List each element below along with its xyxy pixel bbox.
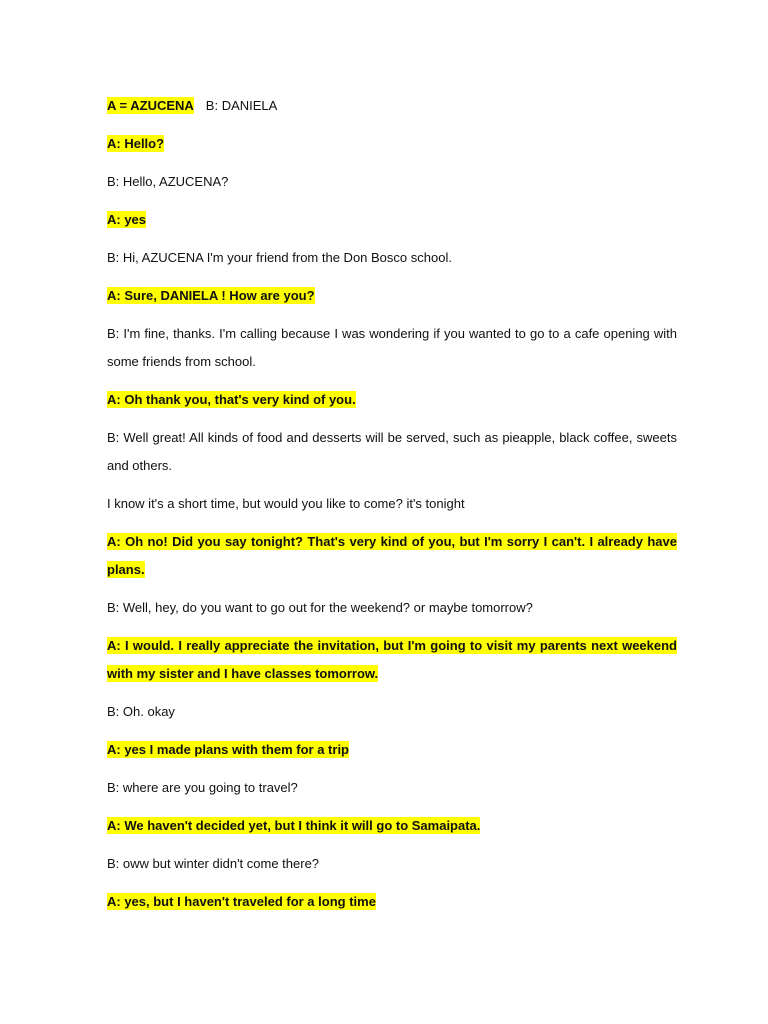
dialogue-line bbox=[107, 320, 677, 376]
dialogue-line bbox=[107, 850, 677, 878]
dialogue-line bbox=[107, 244, 677, 272]
dialogue-line bbox=[107, 130, 677, 158]
dialogue-line bbox=[107, 490, 677, 518]
dialogue-line bbox=[107, 424, 677, 480]
line-text-a: A: We haven't decided yet, but I think it will go to Samaipata. bbox=[107, 818, 481, 833]
speaker-b-label: B: DANIELA bbox=[205, 98, 278, 113]
line-text-a: A: Sure, DANIELA ! How are you? bbox=[107, 288, 315, 303]
line-text-b: B: Hi, AZUCENA I'm your friend from the Don Bosco school. bbox=[107, 250, 452, 265]
line-text-a: A: Oh thank you, that's very kind of you. bbox=[107, 392, 356, 407]
dialogue-line bbox=[107, 736, 677, 764]
line-text-a: A: yes bbox=[107, 212, 147, 227]
line-text-b: B: Oh. okay bbox=[107, 704, 175, 719]
line-text-a: A: Oh no! Did you say tonight? That's very kind of you, but I'm sorry I can't. I already have plans. bbox=[107, 534, 677, 577]
speaker-legend bbox=[107, 92, 677, 120]
line-text-b: I know it's a short time, but would you like to come? it's tonight bbox=[107, 496, 465, 511]
line-text-b: B: where are you going to travel? bbox=[107, 780, 298, 795]
dialogue-line bbox=[107, 528, 677, 584]
dialogue-line bbox=[107, 168, 677, 196]
line-text-a: A: yes, but I haven't traveled for a long time bbox=[107, 894, 376, 909]
dialogue-line bbox=[107, 698, 677, 726]
dialogue-line bbox=[107, 594, 677, 622]
line-text-b: B: Hello, AZUCENA? bbox=[107, 174, 229, 189]
dialogue-line bbox=[107, 282, 677, 310]
line-text-b: B: I'm fine, thanks. I'm calling because I was wondering if you wanted to go to a cafe opening with some friends from school. bbox=[107, 326, 677, 369]
document-page bbox=[107, 92, 677, 926]
dialogue-line bbox=[107, 386, 677, 414]
line-text-a: A: I would. I really appreciate the invitation, but I'm going to visit my parents next weekend with my sister and I have classes tomorrow. bbox=[107, 638, 677, 681]
dialogue-line bbox=[107, 206, 677, 234]
line-text-a: A: yes I made plans with them for a trip bbox=[107, 742, 349, 757]
dialogue-line bbox=[107, 632, 677, 688]
line-text-b: B: Well, hey, do you want to go out for the weekend? or maybe tomorrow? bbox=[107, 600, 533, 615]
dialogue-line bbox=[107, 812, 677, 840]
line-text-a: A: Hello? bbox=[107, 136, 165, 151]
line-text-b: B: Well great! All kinds of food and desserts will be served, such as pieapple, black coffee, sweets and others. bbox=[107, 430, 677, 473]
dialogue-line bbox=[107, 774, 677, 802]
speaker-a-label: A = AZUCENA bbox=[107, 98, 194, 113]
line-text-b: B: oww but winter didn't come there? bbox=[107, 856, 320, 871]
dialogue-line bbox=[107, 888, 677, 916]
